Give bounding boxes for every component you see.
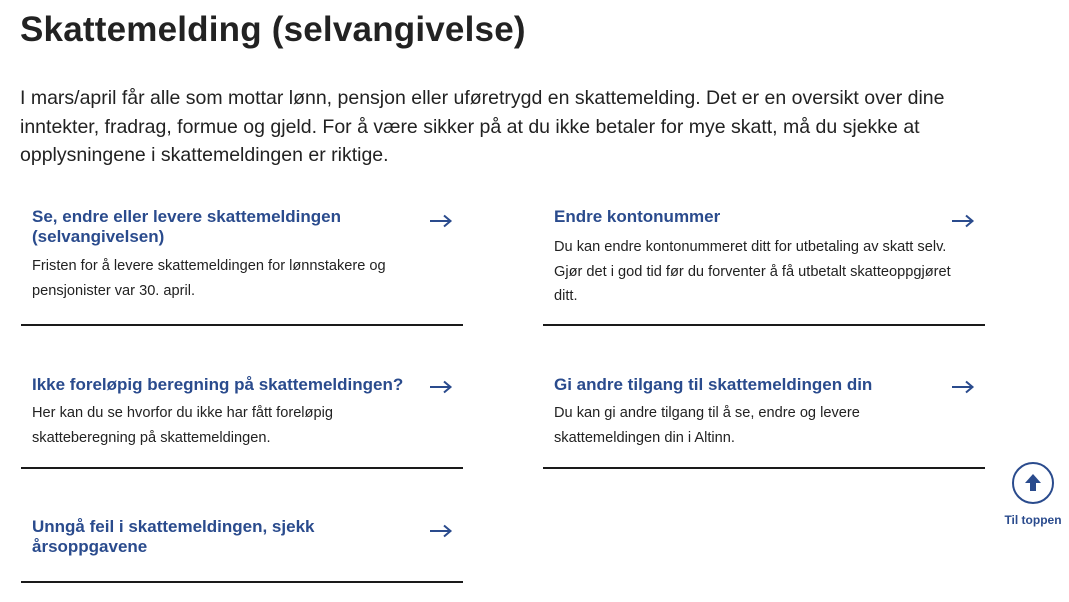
page-title: Skattemelding (selvangivelse): [20, 10, 526, 49]
card-title[interactable]: Unngå feil i skattemeldingen, sjekk årsoppgavene: [32, 517, 315, 556]
link-card-levere-skattemelding[interactable]: [21, 207, 463, 326]
link-card-forelopig-beregning[interactable]: [21, 375, 463, 469]
back-to-top-button[interactable]: [999, 462, 1067, 530]
card-title[interactable]: Endre kontonummer: [554, 207, 721, 226]
arrow-up-circle-icon[interactable]: [1012, 462, 1054, 504]
arrow-right-icon: [951, 214, 975, 228]
card-title[interactable]: Se, endre eller levere skattemeldingen (selvangivelsen): [32, 207, 341, 246]
arrow-right-icon: [429, 380, 453, 394]
card-description: Her kan du se hvorfor du ikke har fått foreløpig skatteberegning på skattemeldingen.: [32, 405, 333, 446]
link-card-gi-andre-tilgang[interactable]: [543, 375, 985, 469]
arrow-right-icon: [429, 524, 453, 538]
intro-text: I mars/april får alle som mottar lønn, pensjon eller uføretrygd en skattemelding. Det er en oversikt over dine inntekter, fradrag, formue og gjeld. For å være sikker på at du ikke betaler for mye skatt, må du sjekke at opplysningene i skattemeldingen er riktige.: [20, 87, 945, 166]
arrow-right-icon: [951, 380, 975, 394]
card-description: Fristen for å levere skattemeldingen for lønnstakere og pensjonister var 30. april.: [32, 258, 386, 299]
arrow-right-icon: [429, 214, 453, 228]
back-to-top-label[interactable]: Til toppen: [1004, 513, 1062, 527]
card-description: Du kan gi andre tilgang til å se, endre og levere skattemeldingen din i Altinn.: [554, 405, 860, 446]
link-card-unnga-feil[interactable]: [21, 517, 463, 583]
link-card-endre-kontonummer[interactable]: [543, 207, 985, 326]
card-title[interactable]: Ikke foreløpig beregning på skattemeldingen?: [32, 375, 404, 394]
card-title[interactable]: Gi andre tilgang til skattemeldingen din: [554, 375, 873, 394]
card-description: Du kan endre kontonummeret ditt for utbetaling av skatt selv. Gjør det i god tid før du forventer å få utbetalt skatteoppgjøret ditt.: [554, 239, 951, 304]
